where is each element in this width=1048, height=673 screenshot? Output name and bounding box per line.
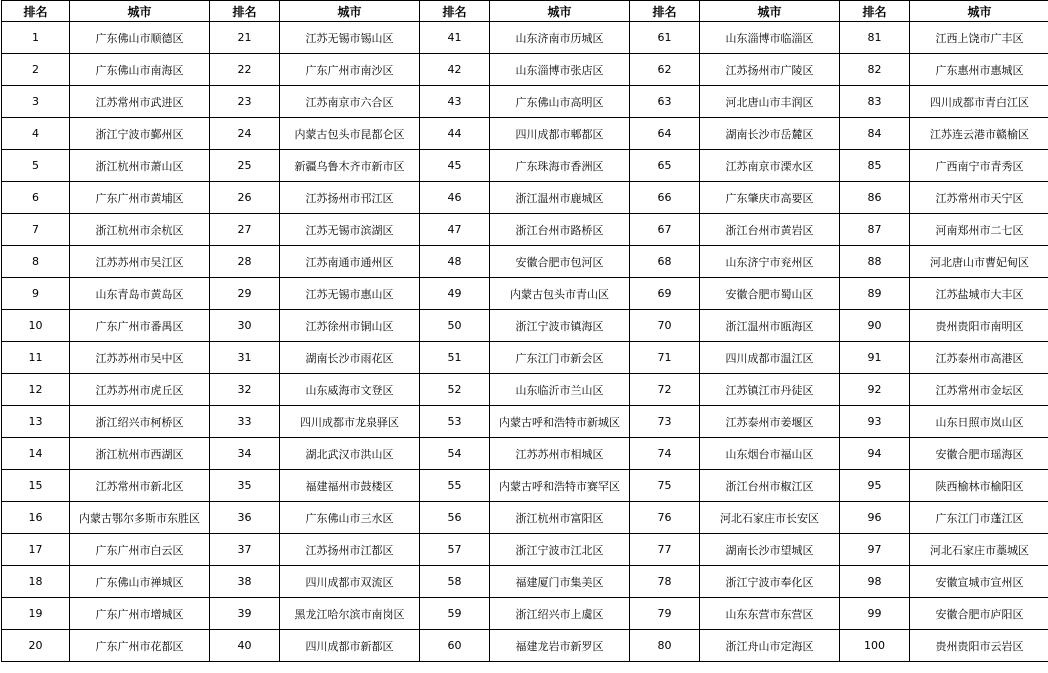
city-cell: 广东肇庆市高要区 <box>700 182 840 214</box>
city-cell: 江苏扬州市广陵区 <box>700 54 840 86</box>
city-cell: 山东烟台市福山区 <box>700 438 840 470</box>
rank-cell: 26 <box>210 182 280 214</box>
city-cell: 浙江绍兴市柯桥区 <box>70 406 210 438</box>
city-cell: 山东济宁市兖州区 <box>700 246 840 278</box>
city-cell: 山东济南市历城区 <box>490 22 630 54</box>
rank-cell: 89 <box>840 278 910 310</box>
rank-cell: 36 <box>210 502 280 534</box>
rank-cell: 53 <box>420 406 490 438</box>
city-cell: 浙江舟山市定海区 <box>700 630 840 662</box>
city-cell: 福建龙岩市新罗区 <box>490 630 630 662</box>
rank-cell: 15 <box>2 470 70 502</box>
rank-cell: 81 <box>840 22 910 54</box>
city-cell: 贵州贵阳市云岩区 <box>910 630 1048 662</box>
city-cell: 安徽合肥市蜀山区 <box>700 278 840 310</box>
city-cell: 安徽合肥市瑶海区 <box>910 438 1048 470</box>
rank-cell: 97 <box>840 534 910 566</box>
city-cell: 湖南长沙市望城区 <box>700 534 840 566</box>
city-cell: 广西南宁市青秀区 <box>910 150 1048 182</box>
rank-cell: 100 <box>840 630 910 662</box>
city-cell: 广东惠州市惠城区 <box>910 54 1048 86</box>
rank-cell: 95 <box>840 470 910 502</box>
rank-cell: 69 <box>630 278 700 310</box>
table-row <box>2 86 1048 118</box>
rank-cell: 41 <box>420 22 490 54</box>
city-cell: 江苏南京市六合区 <box>280 86 420 118</box>
rank-cell: 48 <box>420 246 490 278</box>
city-cell: 四川成都市龙泉驿区 <box>280 406 420 438</box>
city-cell: 浙江宁波市镇海区 <box>490 310 630 342</box>
city-cell: 山东威海市文登区 <box>280 374 420 406</box>
city-cell: 安徽合肥市包河区 <box>490 246 630 278</box>
rank-cell: 51 <box>420 342 490 374</box>
rank-cell: 27 <box>210 214 280 246</box>
rank-cell: 61 <box>630 22 700 54</box>
city-cell: 浙江杭州市西湖区 <box>70 438 210 470</box>
city-cell: 江苏常州市武进区 <box>70 86 210 118</box>
column-header-city: 城市 <box>490 1 630 22</box>
city-cell: 江苏苏州市相城区 <box>490 438 630 470</box>
rank-cell: 2 <box>2 54 70 86</box>
column-header-rank: 排名 <box>420 1 490 22</box>
rank-cell: 90 <box>840 310 910 342</box>
rank-cell: 46 <box>420 182 490 214</box>
rank-cell: 83 <box>840 86 910 118</box>
table-row <box>2 630 1048 662</box>
rank-cell: 93 <box>840 406 910 438</box>
rank-cell: 13 <box>2 406 70 438</box>
column-header-rank: 排名 <box>2 1 70 22</box>
rank-cell: 94 <box>840 438 910 470</box>
rank-cell: 75 <box>630 470 700 502</box>
rank-cell: 70 <box>630 310 700 342</box>
rank-cell: 32 <box>210 374 280 406</box>
rank-cell: 58 <box>420 566 490 598</box>
rank-cell: 96 <box>840 502 910 534</box>
city-cell: 贵州贵阳市南明区 <box>910 310 1048 342</box>
table-row <box>2 150 1048 182</box>
city-cell: 四川成都市双流区 <box>280 566 420 598</box>
rank-cell: 84 <box>840 118 910 150</box>
city-cell: 浙江台州市椒江区 <box>700 470 840 502</box>
rank-cell: 99 <box>840 598 910 630</box>
city-cell: 山东日照市岚山区 <box>910 406 1048 438</box>
city-cell: 广东佛山市顺德区 <box>70 22 210 54</box>
city-cell: 新疆乌鲁木齐市新市区 <box>280 150 420 182</box>
rank-cell: 98 <box>840 566 910 598</box>
city-cell: 江苏无锡市惠山区 <box>280 278 420 310</box>
city-cell: 江苏南通市通州区 <box>280 246 420 278</box>
rank-cell: 7 <box>2 214 70 246</box>
city-cell: 江苏徐州市铜山区 <box>280 310 420 342</box>
rank-cell: 67 <box>630 214 700 246</box>
table-row <box>2 182 1048 214</box>
city-cell: 浙江宁波市鄞州区 <box>70 118 210 150</box>
rank-cell: 50 <box>420 310 490 342</box>
table-row <box>2 54 1048 86</box>
city-cell: 河北石家庄市长安区 <box>700 502 840 534</box>
city-cell: 内蒙古鄂尔多斯市东胜区 <box>70 502 210 534</box>
table-row <box>2 374 1048 406</box>
city-cell: 内蒙古包头市昆都仑区 <box>280 118 420 150</box>
city-cell: 广东江门市新会区 <box>490 342 630 374</box>
city-cell: 广东广州市南沙区 <box>280 54 420 86</box>
rank-cell: 17 <box>2 534 70 566</box>
city-cell: 广东广州市增城区 <box>70 598 210 630</box>
city-cell: 江苏泰州市姜堰区 <box>700 406 840 438</box>
city-cell: 广东广州市黄埔区 <box>70 182 210 214</box>
rank-cell: 30 <box>210 310 280 342</box>
rank-cell: 79 <box>630 598 700 630</box>
rank-cell: 38 <box>210 566 280 598</box>
rank-cell: 18 <box>2 566 70 598</box>
rank-cell: 33 <box>210 406 280 438</box>
rank-cell: 31 <box>210 342 280 374</box>
city-cell: 江苏苏州市虎丘区 <box>70 374 210 406</box>
rank-cell: 86 <box>840 182 910 214</box>
city-cell: 湖南长沙市雨花区 <box>280 342 420 374</box>
city-cell: 江苏无锡市锡山区 <box>280 22 420 54</box>
rank-cell: 43 <box>420 86 490 118</box>
city-cell: 河南郑州市二七区 <box>910 214 1048 246</box>
rank-cell: 66 <box>630 182 700 214</box>
table-row <box>2 566 1048 598</box>
city-cell: 浙江台州市黄岩区 <box>700 214 840 246</box>
city-cell: 内蒙古呼和浩特市新城区 <box>490 406 630 438</box>
rank-cell: 42 <box>420 54 490 86</box>
rank-cell: 72 <box>630 374 700 406</box>
rank-cell: 21 <box>210 22 280 54</box>
city-cell: 广东佛山市高明区 <box>490 86 630 118</box>
table-row <box>2 118 1048 150</box>
rank-cell: 5 <box>2 150 70 182</box>
rank-cell: 52 <box>420 374 490 406</box>
rank-cell: 91 <box>840 342 910 374</box>
city-cell: 浙江杭州市萧山区 <box>70 150 210 182</box>
rank-cell: 49 <box>420 278 490 310</box>
rank-cell: 37 <box>210 534 280 566</box>
city-cell: 江苏扬州市江都区 <box>280 534 420 566</box>
city-cell: 河北唐山市丰润区 <box>700 86 840 118</box>
rank-cell: 10 <box>2 310 70 342</box>
city-cell: 广东广州市白云区 <box>70 534 210 566</box>
city-cell: 江苏镇江市丹徒区 <box>700 374 840 406</box>
city-cell: 江苏盐城市大丰区 <box>910 278 1048 310</box>
table-body <box>2 22 1048 662</box>
city-cell: 广东江门市蓬江区 <box>910 502 1048 534</box>
city-cell: 安徽合肥市庐阳区 <box>910 598 1048 630</box>
city-cell: 内蒙古包头市青山区 <box>490 278 630 310</box>
rank-cell: 85 <box>840 150 910 182</box>
rank-cell: 62 <box>630 54 700 86</box>
city-cell: 河北唐山市曹妃甸区 <box>910 246 1048 278</box>
table-row <box>2 438 1048 470</box>
rank-cell: 28 <box>210 246 280 278</box>
rank-cell: 54 <box>420 438 490 470</box>
rank-cell: 47 <box>420 214 490 246</box>
table-row <box>2 534 1048 566</box>
city-cell: 江苏无锡市滨湖区 <box>280 214 420 246</box>
city-cell: 安徽宣城市宣州区 <box>910 566 1048 598</box>
rank-cell: 3 <box>2 86 70 118</box>
table-row <box>2 246 1048 278</box>
city-cell: 四川成都市郫都区 <box>490 118 630 150</box>
city-cell: 广东佛山市南海区 <box>70 54 210 86</box>
rank-cell: 80 <box>630 630 700 662</box>
rank-cell: 25 <box>210 150 280 182</box>
rank-cell: 4 <box>2 118 70 150</box>
rank-cell: 8 <box>2 246 70 278</box>
rank-cell: 56 <box>420 502 490 534</box>
city-cell: 广东广州市花都区 <box>70 630 210 662</box>
city-cell: 江苏常州市新北区 <box>70 470 210 502</box>
rank-cell: 1 <box>2 22 70 54</box>
rank-cell: 74 <box>630 438 700 470</box>
rank-cell: 44 <box>420 118 490 150</box>
rank-cell: 16 <box>2 502 70 534</box>
city-cell: 四川成都市新都区 <box>280 630 420 662</box>
city-cell: 四川成都市青白江区 <box>910 86 1048 118</box>
rank-cell: 68 <box>630 246 700 278</box>
table-row <box>2 310 1048 342</box>
city-cell: 广东佛山市禅城区 <box>70 566 210 598</box>
ranking-table <box>1 0 1048 662</box>
city-cell: 浙江绍兴市上虞区 <box>490 598 630 630</box>
city-cell: 内蒙古呼和浩特市赛罕区 <box>490 470 630 502</box>
city-cell: 浙江台州市路桥区 <box>490 214 630 246</box>
column-header-rank: 排名 <box>210 1 280 22</box>
city-cell: 山东淄博市张店区 <box>490 54 630 86</box>
table-row <box>2 214 1048 246</box>
rank-cell: 35 <box>210 470 280 502</box>
table-row <box>2 470 1048 502</box>
rank-cell: 63 <box>630 86 700 118</box>
rank-cell: 14 <box>2 438 70 470</box>
city-cell: 浙江宁波市江北区 <box>490 534 630 566</box>
city-cell: 浙江温州市鹿城区 <box>490 182 630 214</box>
table-row <box>2 278 1048 310</box>
city-cell: 浙江杭州市富阳区 <box>490 502 630 534</box>
city-cell: 江苏苏州市吴中区 <box>70 342 210 374</box>
city-cell: 浙江宁波市奉化区 <box>700 566 840 598</box>
city-cell: 山东青岛市黄岛区 <box>70 278 210 310</box>
rank-cell: 92 <box>840 374 910 406</box>
rank-cell: 88 <box>840 246 910 278</box>
city-cell: 江苏常州市金坛区 <box>910 374 1048 406</box>
rank-cell: 45 <box>420 150 490 182</box>
rank-cell: 71 <box>630 342 700 374</box>
column-header-city: 城市 <box>70 1 210 22</box>
city-cell: 江苏常州市天宁区 <box>910 182 1048 214</box>
rank-cell: 60 <box>420 630 490 662</box>
rank-cell: 23 <box>210 86 280 118</box>
table-row <box>2 502 1048 534</box>
rank-cell: 22 <box>210 54 280 86</box>
column-header-city: 城市 <box>700 1 840 22</box>
city-cell: 山东淄博市临淄区 <box>700 22 840 54</box>
rank-cell: 64 <box>630 118 700 150</box>
city-cell: 湖南长沙市岳麓区 <box>700 118 840 150</box>
rank-cell: 40 <box>210 630 280 662</box>
rank-cell: 20 <box>2 630 70 662</box>
city-cell: 陕西榆林市榆阳区 <box>910 470 1048 502</box>
header-row <box>2 1 1048 22</box>
city-cell: 福建厦门市集美区 <box>490 566 630 598</box>
city-cell: 江苏苏州市吴江区 <box>70 246 210 278</box>
rank-cell: 73 <box>630 406 700 438</box>
column-header-city: 城市 <box>280 1 420 22</box>
rank-cell: 77 <box>630 534 700 566</box>
column-header-city: 城市 <box>910 1 1048 22</box>
city-cell: 江苏泰州市高港区 <box>910 342 1048 374</box>
rank-cell: 34 <box>210 438 280 470</box>
rank-cell: 12 <box>2 374 70 406</box>
rank-cell: 24 <box>210 118 280 150</box>
rank-cell: 57 <box>420 534 490 566</box>
rank-cell: 82 <box>840 54 910 86</box>
rank-cell: 11 <box>2 342 70 374</box>
column-header-rank: 排名 <box>630 1 700 22</box>
city-cell: 山东东营市东营区 <box>700 598 840 630</box>
rank-cell: 55 <box>420 470 490 502</box>
city-cell: 黑龙江哈尔滨市南岗区 <box>280 598 420 630</box>
rank-cell: 39 <box>210 598 280 630</box>
city-cell: 江苏南京市溧水区 <box>700 150 840 182</box>
column-header-rank: 排名 <box>840 1 910 22</box>
rank-cell: 19 <box>2 598 70 630</box>
city-cell: 山东临沂市兰山区 <box>490 374 630 406</box>
table-row <box>2 342 1048 374</box>
city-cell: 江西上饶市广丰区 <box>910 22 1048 54</box>
rank-cell: 59 <box>420 598 490 630</box>
rank-cell: 78 <box>630 566 700 598</box>
rank-cell: 6 <box>2 182 70 214</box>
table-row <box>2 22 1048 54</box>
rank-cell: 29 <box>210 278 280 310</box>
city-cell: 浙江杭州市余杭区 <box>70 214 210 246</box>
rank-cell: 9 <box>2 278 70 310</box>
city-cell: 湖北武汉市洪山区 <box>280 438 420 470</box>
city-cell: 广东佛山市三水区 <box>280 502 420 534</box>
table-row <box>2 598 1048 630</box>
city-cell: 浙江温州市瓯海区 <box>700 310 840 342</box>
rank-cell: 76 <box>630 502 700 534</box>
city-cell: 广东珠海市香洲区 <box>490 150 630 182</box>
rank-cell: 87 <box>840 214 910 246</box>
city-cell: 广东广州市番禺区 <box>70 310 210 342</box>
city-cell: 河北石家庄市藁城区 <box>910 534 1048 566</box>
city-cell: 江苏扬州市邗江区 <box>280 182 420 214</box>
rank-cell: 65 <box>630 150 700 182</box>
city-cell: 福建福州市鼓楼区 <box>280 470 420 502</box>
table-row <box>2 406 1048 438</box>
city-cell: 四川成都市温江区 <box>700 342 840 374</box>
city-cell: 江苏连云港市赣榆区 <box>910 118 1048 150</box>
